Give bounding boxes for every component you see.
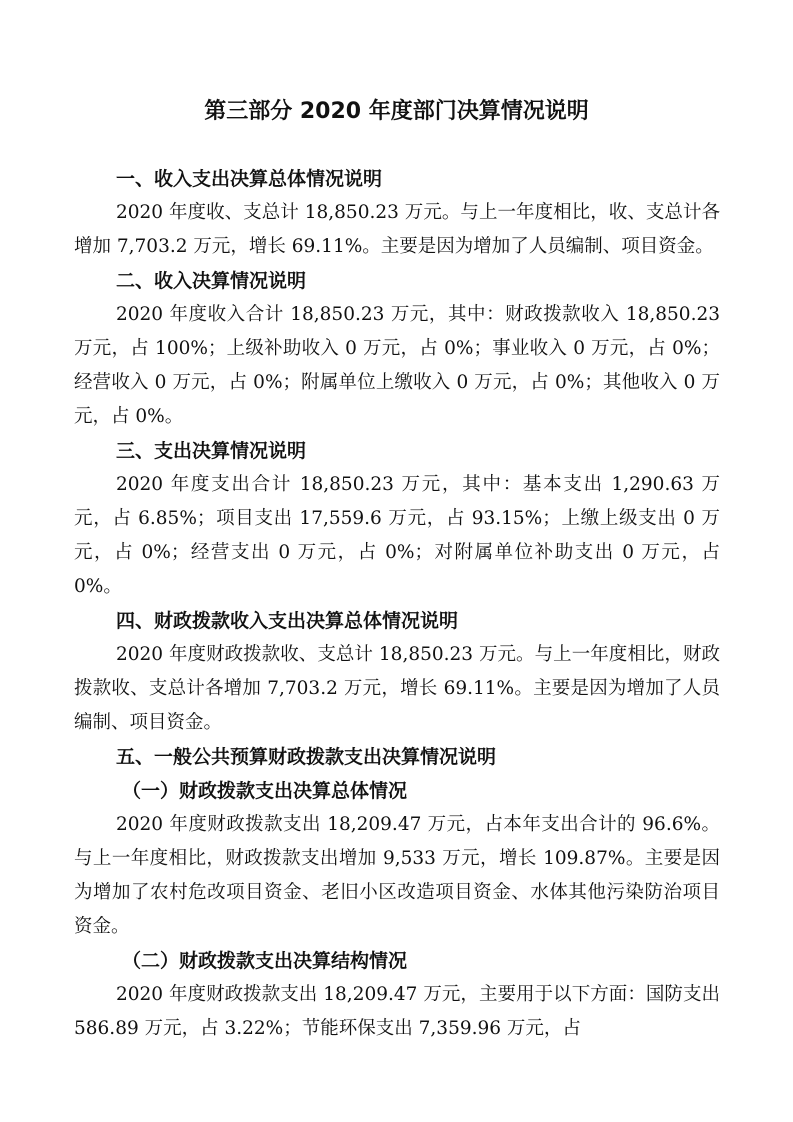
subsection-2	[74, 944, 720, 1046]
subsection-heading: （一）财政拨款支出决算总体情况	[122, 780, 408, 802]
document-body	[74, 162, 720, 1046]
section-2	[74, 264, 720, 434]
section-heading: 二、收入决算情况说明	[116, 270, 307, 292]
subsection-paragraph: 2020 年度财政拨款支出 18,209.47 万元，占本年支出合计的 96.6%。与上一年度相比，财政拨款支出增加 9,533 万元，增长 109.87%。主要是因为增加了农村危改项目资金、老旧小区改造项目资金、水体其他污染防治项目资金。	[74, 814, 720, 937]
section-paragraph: 2020 年度收入合计 18,850.23 万元，其中：财政拨款收入 18,850.23 万元，占 100%；上级补助收入 0 万元，占 0%；事业收入 0 万元，占 0%；经营收入 0 万元，占 0%；附属单位上缴收入 0 万元，占 0%；其他收入 0 万元，占 0%。	[74, 304, 720, 427]
section-paragraph: 2020 年度财政拨款收、支总计 18,850.23 万元。与上一年度相比，财政拨款收、支总计各增加 7,703.2 万元，增长 69.11%。主要是因为增加了人员编制、项目资金。	[74, 644, 720, 733]
subsection-paragraph: 2020 年度财政拨款支出 18,209.47 万元，主要用于以下方面：国防支出 586.89 万元，占 3.22%；节能环保支出 7,359.96 万元，占	[74, 984, 720, 1039]
document-title: 第三部分 2020 年度部门决算情况说明	[204, 99, 589, 124]
section-3	[74, 434, 720, 604]
section-paragraph: 2020 年度收、支总计 18,850.23 万元。与上一年度相比，收、支总计各增加 7,703.2 万元，增长 69.11%。主要是因为增加了人员编制、项目资金。	[74, 202, 720, 257]
section-5	[74, 740, 720, 1046]
section-heading: 五、一般公共预算财政拨款支出决算情况说明	[116, 746, 497, 768]
section-heading: 四、财政拨款收入支出决算总体情况说明	[116, 610, 459, 632]
section-paragraph: 2020 年度支出合计 18,850.23 万元，其中：基本支出 1,290.63 万元，占 6.85%；项目支出 17,559.6 万元，占 93.15%；上缴上级支出 0 万元，占 0%；经营支出 0 万元，占 0%；对附属单位补助支出 0 万元，占 0%。	[74, 474, 720, 597]
subsection-1	[74, 774, 720, 944]
section-1	[74, 162, 720, 264]
section-heading: 一、收入支出决算总体情况说明	[116, 168, 383, 190]
section-heading: 三、支出决算情况说明	[116, 440, 307, 462]
section-4	[74, 604, 720, 740]
subsection-heading: （二）财政拨款支出决算结构情况	[122, 950, 408, 972]
